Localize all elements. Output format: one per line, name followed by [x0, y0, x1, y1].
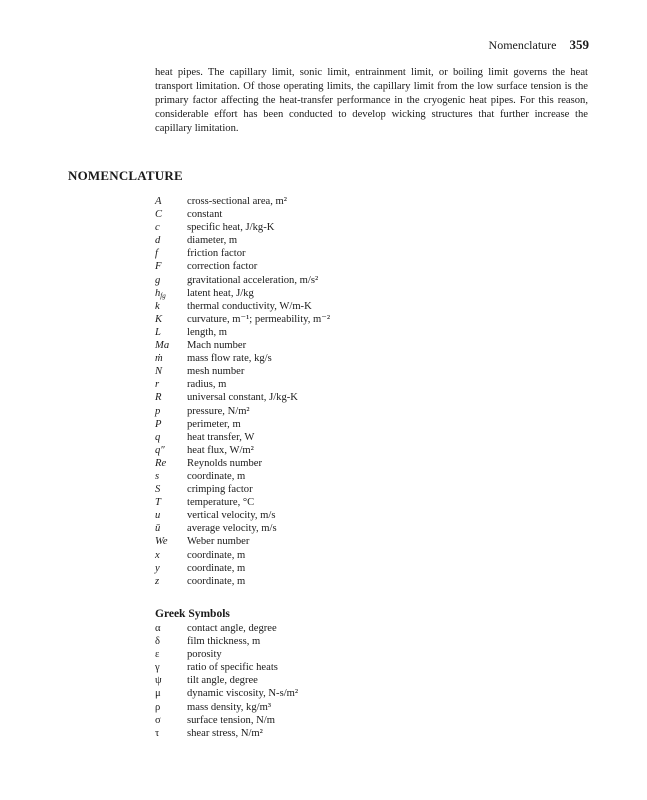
- symbol: N: [155, 366, 163, 378]
- symbol: q″: [155, 444, 165, 456]
- running-title: Nomenclature: [488, 38, 557, 52]
- symbol-description: thermal conductivity, W/m-K: [187, 300, 312, 312]
- symbol-description: cross-sectional area, m²: [187, 196, 287, 207]
- symbol: ε: [155, 649, 160, 661]
- nomenclature-entry: [155, 444, 330, 457]
- nomenclature-entry: [155, 714, 298, 727]
- nomenclature-entry: [155, 701, 298, 714]
- nomenclature-entry: [155, 313, 330, 326]
- symbol-description: pressure, N/m²: [187, 405, 250, 417]
- symbol-description: contact angle, degree: [187, 623, 277, 634]
- symbol: We: [155, 536, 168, 548]
- symbol: T: [155, 497, 161, 509]
- nomenclature-entry: [155, 391, 330, 404]
- symbol: C: [155, 209, 163, 221]
- symbol-description: coordinate, m: [187, 562, 246, 574]
- nomenclature-entry: [155, 274, 330, 287]
- symbol-description: heat flux, W/m²: [187, 444, 254, 456]
- symbol-description: porosity: [187, 649, 222, 661]
- symbol-description: film thickness, m: [187, 636, 261, 648]
- symbol-description: constant: [187, 209, 223, 221]
- symbol-description: heat transfer, W: [187, 431, 255, 443]
- symbol-description: mass density, kg/m³: [187, 701, 271, 713]
- symbol-description: mass flow rate, kg/s: [187, 353, 272, 365]
- nomenclature-entry: [155, 674, 298, 687]
- greek-symbols-heading: Greek Symbols: [155, 608, 230, 620]
- symbol-description: gravitational acceleration, m/s²: [187, 274, 319, 286]
- symbol: x: [155, 549, 160, 561]
- symbol: μ: [155, 688, 161, 700]
- nomenclature-entry: [155, 661, 298, 674]
- symbol-description: crimping factor: [187, 484, 253, 496]
- symbol: s: [155, 470, 160, 482]
- symbol: R: [155, 392, 162, 404]
- symbol: α: [155, 623, 161, 634]
- nomenclature-entry: [155, 562, 330, 575]
- nomenclature-entry: [155, 483, 330, 496]
- symbol: σ: [155, 714, 161, 726]
- nomenclature-entry: [155, 300, 330, 313]
- symbol: f: [155, 248, 158, 260]
- symbol: Re: [155, 457, 167, 469]
- nomenclature-entry: [155, 339, 330, 352]
- symbol: ū: [155, 523, 161, 535]
- nomenclature-entry: [155, 208, 330, 221]
- nomenclature-entry: [155, 496, 330, 509]
- nomenclature-entry: [155, 648, 298, 661]
- symbol-description: specific heat, J/kg-K: [187, 222, 275, 234]
- symbol: ṁ: [155, 353, 163, 365]
- symbol: ρ: [155, 701, 161, 713]
- symbol: k: [155, 300, 160, 312]
- symbol-description: temperature, °C: [187, 497, 255, 509]
- nomenclature-entry: [155, 260, 330, 273]
- symbol: ψ: [155, 675, 162, 687]
- nomenclature-entry: [155, 431, 330, 444]
- symbol-description: latent heat, J/kg: [187, 287, 254, 299]
- symbol-description: perimeter, m: [187, 418, 241, 430]
- symbol-description: Weber number: [187, 536, 250, 548]
- symbol: q: [155, 431, 161, 443]
- nomenclature-entry: [155, 326, 330, 339]
- symbol: γ: [155, 662, 160, 674]
- symbol-description: radius, m: [187, 379, 227, 391]
- nomenclature-entry: [155, 470, 330, 483]
- symbol: A: [155, 196, 162, 207]
- symbol: P: [155, 418, 162, 430]
- symbol-description: vertical velocity, m/s: [187, 510, 276, 522]
- symbol: δ: [155, 636, 160, 648]
- symbol-description: coordinate, m: [187, 549, 246, 561]
- symbol: d: [155, 235, 161, 247]
- symbol-description: average velocity, m/s: [187, 523, 277, 535]
- nomenclature-entry: [155, 522, 330, 535]
- section-title: NOMENCLATURE: [68, 168, 183, 183]
- intro-paragraph: heat pipes. The capillary limit, sonic limit, entrainment limit, or boiling limit governs the heat transport limitation. Of those operating limits, the capillary limit from the low surface tension is the primary factor affecting the heat-transfer performance in the cryogenic heat pipes. For this reason, considerable effort has been conducted to develop wicking structures that further increase the capillary limitation.: [155, 67, 588, 134]
- symbol: p: [155, 405, 161, 417]
- nomenclature-entry: [155, 418, 330, 431]
- nomenclature-entry: [155, 405, 330, 418]
- symbol: $h_{fg}$: [155, 287, 166, 300]
- symbol: τ: [155, 727, 160, 739]
- symbol: L: [155, 326, 161, 338]
- nomenclature-entry: [155, 287, 330, 300]
- symbol-description: mesh number: [187, 366, 245, 378]
- symbol: Ma: [155, 340, 170, 352]
- symbol-description: dynamic viscosity, N-s/m²: [187, 688, 299, 700]
- nomenclature-entry: [155, 365, 330, 378]
- nomenclature-entry: [155, 352, 330, 365]
- nomenclature-entry: [155, 687, 298, 700]
- nomenclature-entry: [155, 247, 330, 260]
- nomenclature-entry: [155, 234, 330, 247]
- symbol-description: diameter, m: [187, 235, 238, 247]
- symbol-description: universal constant, J/kg-K: [187, 392, 298, 404]
- symbol-description: coordinate, m: [187, 575, 246, 587]
- nomenclature-entry: [155, 509, 330, 522]
- symbol-description: shear stress, N/m²: [187, 727, 263, 739]
- symbol: z: [155, 575, 160, 587]
- symbol: r: [155, 379, 160, 391]
- symbol-description: Mach number: [187, 340, 247, 352]
- symbol-description: coordinate, m: [187, 470, 246, 482]
- nomenclature-entry: [155, 575, 330, 588]
- nomenclature-entry: [155, 727, 298, 740]
- nomenclature-entry: [155, 549, 330, 562]
- symbol-description: correction factor: [187, 261, 258, 273]
- symbol: S: [155, 484, 161, 496]
- symbol-description: length, m: [187, 326, 228, 338]
- nomenclature-entry: [155, 622, 298, 635]
- nomenclature-entry: [155, 378, 330, 391]
- nomenclature-entry: [155, 195, 330, 208]
- nomenclature-entry: [155, 535, 330, 548]
- symbol-description: friction factor: [187, 248, 246, 260]
- symbol-description: surface tension, N/m: [187, 714, 275, 726]
- symbol: g: [155, 274, 161, 286]
- nomenclature-list: [155, 195, 330, 588]
- page-number: 359: [569, 37, 589, 52]
- symbol: F: [155, 261, 162, 273]
- nomenclature-entry: [155, 635, 298, 648]
- greek-symbols-list: [155, 622, 298, 740]
- running-head: [489, 37, 589, 53]
- nomenclature-entry: [155, 221, 330, 234]
- symbol: u: [155, 510, 161, 522]
- symbol: y: [155, 562, 160, 574]
- symbol: c: [155, 222, 160, 234]
- symbol-description: curvature, m⁻¹; permeability, m⁻²: [187, 313, 331, 325]
- symbol-description: ratio of specific heats: [187, 662, 278, 674]
- symbol-description: Reynolds number: [187, 457, 263, 469]
- symbol: K: [155, 313, 163, 325]
- symbol-description: tilt angle, degree: [187, 675, 258, 687]
- nomenclature-entry: [155, 457, 330, 470]
